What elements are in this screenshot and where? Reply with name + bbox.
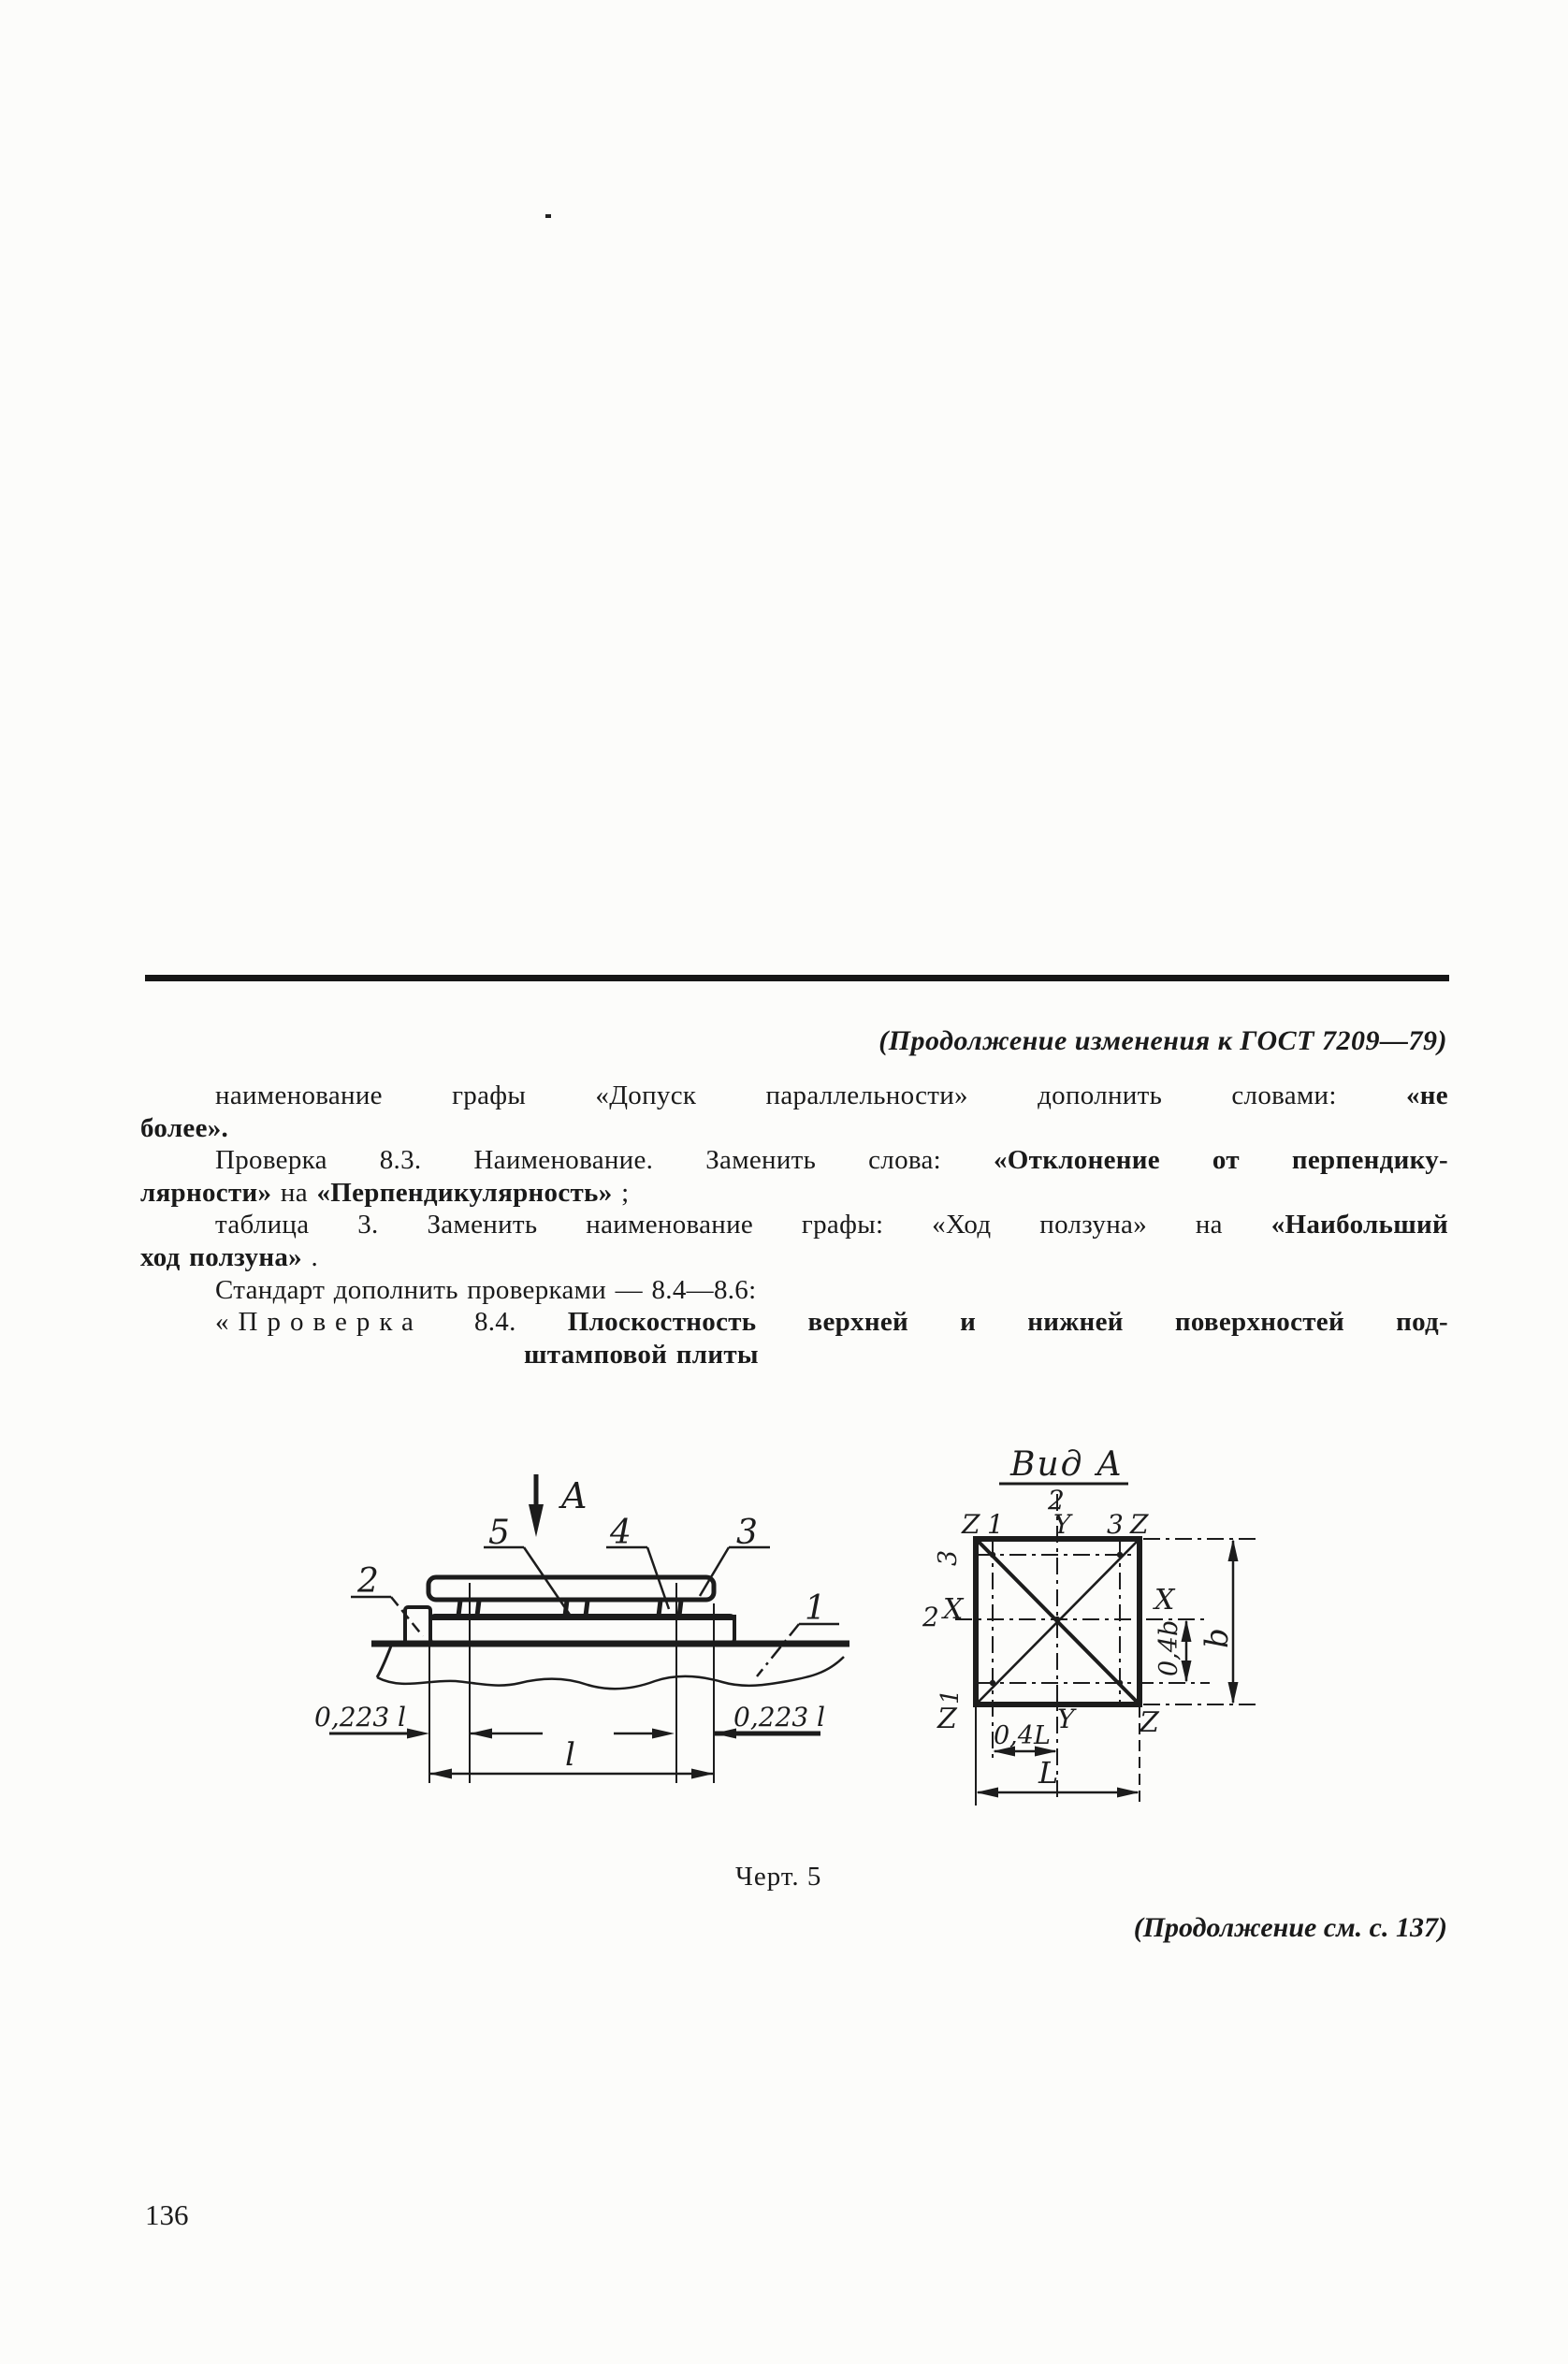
- dim-l-cap-label: L: [1038, 1755, 1059, 1791]
- dim-04l-label: 0,4L: [994, 1721, 1051, 1750]
- text-segment: под-: [1396, 1307, 1448, 1338]
- body-text: [140, 1080, 1448, 1371]
- text-line: [140, 1241, 1448, 1274]
- figure-chert-5: [281, 1441, 1328, 1815]
- view-arrow-label: A: [561, 1475, 588, 1516]
- figure-caption: Черт. 5: [735, 1862, 822, 1892]
- text-segment: более».: [140, 1112, 229, 1143]
- die-plate-step: [405, 1607, 430, 1644]
- text-segment: таблица 3. Заменить наименование графы: «Ход ползуна» на: [215, 1210, 1223, 1240]
- text-line: [140, 1080, 1448, 1112]
- axis-top-z-right: Z: [1130, 1509, 1149, 1540]
- callout-4-label: 4: [610, 1514, 632, 1552]
- text-segment: «Наибольший: [1270, 1210, 1448, 1240]
- continuation-header: (Продолжение изменения к ГОСТ 7209—79): [878, 1025, 1447, 1056]
- text-segment: штамповой плиты: [524, 1339, 759, 1370]
- view-a-title: Вид А: [1010, 1445, 1125, 1484]
- text-line: [140, 1306, 1448, 1339]
- callout-2-label: 2: [357, 1562, 379, 1601]
- text-line: [140, 1177, 1448, 1210]
- axis-top-3: 3: [1107, 1509, 1124, 1540]
- callout-1-label: 1: [805, 1589, 826, 1628]
- text-segment: Стандарт дополнить проверками — 8.4—8.6:: [215, 1274, 757, 1305]
- text-segment: .: [311, 1241, 319, 1272]
- axis-bottom-1: 1: [936, 1689, 965, 1704]
- text-line: [140, 1339, 1448, 1371]
- scan-speck: [545, 214, 551, 218]
- dim-0223l-right-label: 0,223 l: [733, 1702, 826, 1733]
- text-line: [140, 1112, 1448, 1145]
- dim-04b-label: 0,4b: [1154, 1619, 1183, 1676]
- text-segment: 8.4.: [473, 1307, 516, 1338]
- text-segment: Проверка 8.3. Наименование. Заменить слова:: [215, 1145, 942, 1176]
- axis-top-z-left: Z: [962, 1509, 980, 1540]
- axis-right-x: X: [1154, 1584, 1175, 1617]
- text-segment: ;: [621, 1177, 630, 1208]
- axis-top-2: 2: [1048, 1485, 1065, 1516]
- axis-top-y: Y: [1053, 1509, 1071, 1540]
- page-number: 136: [145, 2198, 189, 2231]
- text-segment: Плоскостность верхней и нижней поверхностей: [567, 1307, 1344, 1338]
- callout-3-label: 3: [736, 1514, 758, 1552]
- dim-l-label: l: [565, 1736, 575, 1774]
- figure-side-view: [314, 1474, 849, 1783]
- text-line: [140, 1274, 1448, 1307]
- text-segment: «Проверка: [215, 1307, 423, 1338]
- figure-view-a: [922, 1445, 1261, 1806]
- text-segment: ход ползуна»: [140, 1241, 302, 1272]
- dim-b-label: b: [1198, 1628, 1236, 1648]
- text-line: [140, 1144, 1448, 1177]
- axis-left-x: X: [943, 1593, 964, 1626]
- text-segment: «не: [1406, 1080, 1448, 1110]
- ruler: [428, 1577, 714, 1600]
- callout-leaders: [351, 1547, 839, 1676]
- view-arrow-head: [529, 1504, 544, 1537]
- axis-left-3: 3: [934, 1549, 963, 1566]
- text-segment: «Отклонение от перпендику-: [994, 1145, 1448, 1176]
- table-break-line: [377, 1657, 844, 1689]
- axis-top-1: 1: [987, 1509, 1004, 1540]
- axis-bottom-y: Y: [1057, 1704, 1075, 1734]
- text-segment: наименование графы «Допуск параллельности» дополнить словами:: [215, 1080, 1337, 1110]
- axis-bottom-z-right: Z: [1140, 1706, 1159, 1739]
- text-segment: лярности»: [140, 1177, 272, 1208]
- table-left-edge: [377, 1644, 392, 1677]
- text-line: [140, 1209, 1448, 1241]
- header-rule: [145, 975, 1449, 981]
- text-segment: на: [280, 1177, 317, 1208]
- dim-0223l-left-label: 0,223 l: [314, 1702, 407, 1733]
- axis-bottom-z-left: Z: [937, 1703, 957, 1735]
- axis-left-2: 2: [922, 1602, 939, 1632]
- callout-5-label: 5: [488, 1514, 510, 1552]
- text-segment: «Перпендикулярность»: [316, 1177, 613, 1208]
- continuation-note: (Продолжение см. с. 137): [1133, 1912, 1447, 1943]
